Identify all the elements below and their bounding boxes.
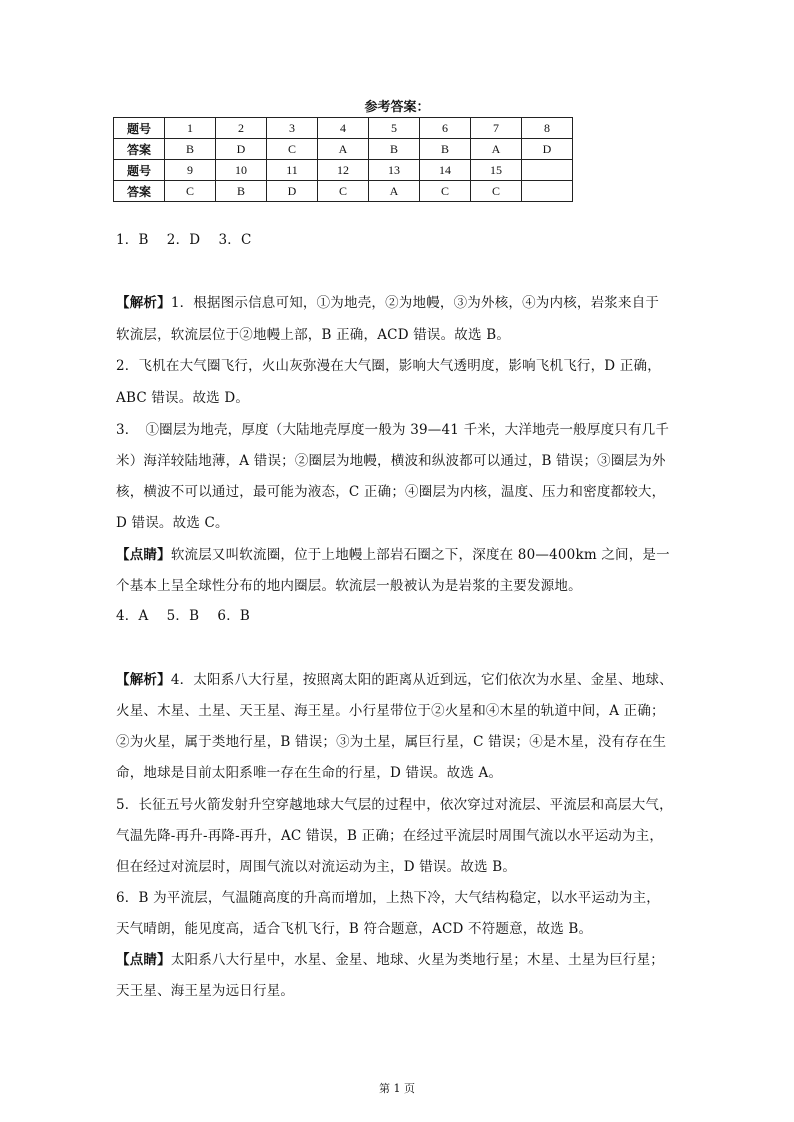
line-text: 1．根据图示信息可知，①为地壳，②为地幔，③为外核，④为内核，岩浆来自于 (170, 295, 660, 311)
row-label: 答案 (114, 181, 165, 202)
table-cell: 10 (216, 160, 267, 181)
text-line (116, 420, 686, 440)
line-text: 天王星、海王星为远日行星。 (116, 983, 295, 999)
table-cell: 5 (369, 118, 420, 139)
text-line (116, 732, 686, 752)
table-cell (522, 160, 573, 181)
table-cell: 11 (267, 160, 318, 181)
line-text: ABC 错误。故选 D。 (116, 390, 250, 406)
line-text: 米）海洋较陆地薄，A 错误；②圈层为地幔，横波和纵波都可以通过，B 错误；③圈层为外 (116, 453, 666, 469)
analysis-line (116, 293, 686, 313)
answer-table (113, 117, 573, 202)
table-cell: 8 (522, 118, 573, 139)
line-text: 但在经过对流层时，周围气流以对流运动为主，D 错误。故选 B。 (116, 859, 517, 875)
table-row (114, 160, 573, 181)
text-line (116, 763, 686, 783)
table-cell: D (522, 139, 573, 160)
line-text: 5．长征五号火箭发射升空穿越地球大气层的过程中，依次穿过对流层、平流层和高层大气， (116, 797, 673, 813)
row-label: 题号 (114, 118, 165, 139)
table-cell: 2 (216, 118, 267, 139)
table-cell: 9 (165, 160, 216, 181)
table-cell (522, 181, 573, 202)
text-line (116, 888, 686, 908)
table-cell: D (216, 139, 267, 160)
line-text: 太阳系八大行星中，水星、金星、地球、火星为类地行星；木星、土星为巨行星； (170, 952, 665, 968)
text-line (116, 857, 686, 877)
table-cell: B (369, 139, 420, 160)
tip-line (116, 950, 686, 970)
line-text: 3． ①圈层为地壳，厚度（大陆地壳厚度一般为 39—41 千米，大洋地壳一般厚度只有几千 (116, 422, 670, 438)
line-text: 2．飞机在大气圈飞行，火山灰弥漫在大气圈，影响大气透明度，影响飞机飞行，D 正确， (116, 358, 661, 374)
table-cell: 13 (369, 160, 420, 181)
table-cell: 6 (420, 118, 471, 139)
table-cell: D (267, 181, 318, 202)
table-cell: 7 (471, 118, 522, 139)
text-line (116, 826, 686, 846)
line-text: ②为火星，属于类地行星，B 错误；③为土星，属巨行星，C 错误；④是木星，没有存在生 (116, 734, 667, 750)
line-text: 火星、木星、土星、天王星、海王星。小行星带位于②火星和④木星的轨道中间，A 正确； (116, 703, 665, 719)
table-cell: 3 (267, 118, 318, 139)
line-text: 个基本上呈全球性分布的地内圈层。软流层一般被认为是岩浆的主要发源地。 (116, 578, 582, 594)
table-cell: A (471, 139, 522, 160)
row-label: 答案 (114, 139, 165, 160)
text-line (116, 981, 686, 1001)
line-text: 软流层，软流层位于②地幔上部，B 正确，ACD 错误。故选 B。 (116, 327, 511, 343)
table-cell: 14 (420, 160, 471, 181)
text-line (116, 356, 686, 376)
row-label: 题号 (114, 160, 165, 181)
table-cell: 4 (318, 118, 369, 139)
text-line (116, 482, 686, 502)
table-cell: C (267, 139, 318, 160)
line-text: 4．A 5．B 6．B (116, 608, 251, 624)
table-row (114, 118, 573, 139)
text-line (116, 795, 686, 815)
answer-line (116, 606, 686, 626)
table-cell: 15 (471, 160, 522, 181)
table-row (114, 139, 573, 160)
text-line (116, 919, 686, 939)
line-text: 命，地球是目前太阳系唯一存在生命的行星，D 错误。故选 A。 (116, 765, 503, 781)
line-text: D 错误。故选 C。 (116, 515, 229, 531)
table-cell: 12 (318, 160, 369, 181)
line-text: 6．B 为平流层，气温随高度的升高而增加，上热下冷，大气结构稳定，以水平运动为主， (116, 890, 660, 906)
tip-tag: 【点睛】 (116, 547, 171, 563)
tip-line (116, 545, 686, 565)
table-cell: A (369, 181, 420, 202)
analysis-tag: 【解析】 (116, 672, 171, 688)
table-cell: C (471, 181, 522, 202)
table-cell: B (165, 139, 216, 160)
text-line (116, 388, 686, 408)
line-text: 核，横波不可以通过，最可能为液态，C 正确；④圈层为内核，温度、压力和密度都较大， (116, 484, 666, 500)
tip-tag: 【点睛】 (116, 952, 171, 968)
text-line (116, 451, 686, 471)
table-cell: B (420, 139, 471, 160)
analysis-tag: 【解析】 (116, 295, 171, 311)
answer-line (116, 230, 686, 250)
line-text: 4．太阳系八大行星，按照离太阳的距离从近到远，它们依次为水星、金星、地球、 (170, 672, 673, 688)
line-text: 软流层又叫软流圈，位于上地幔上部岩石圈之下，深度在 80—400km 之间，是一 (170, 547, 670, 563)
text-line (116, 325, 686, 345)
table-row (114, 181, 573, 202)
analysis-line (116, 670, 686, 690)
table-cell: A (318, 139, 369, 160)
text-line (116, 513, 686, 533)
line-text: 气温先降-再升-再降-再升，AC 错误，B 正确；在经过平流层时周围气流以水平运动为主， (116, 828, 664, 844)
table-cell: 1 (165, 118, 216, 139)
text-line (116, 576, 686, 596)
answer-title: 参考答案： (364, 100, 430, 115)
table-cell: C (165, 181, 216, 202)
line-text: 天气晴朗，能见度高，适合飞机飞行，B 符合题意，ACD 不符题意，故选 B。 (116, 921, 593, 937)
table-cell: C (318, 181, 369, 202)
table-cell: B (216, 181, 267, 202)
page-number: 第 1 页 (379, 1082, 415, 1095)
table-cell: C (420, 181, 471, 202)
text-line (116, 701, 686, 721)
line-text: 1．B 2．D 3．C (116, 232, 252, 248)
